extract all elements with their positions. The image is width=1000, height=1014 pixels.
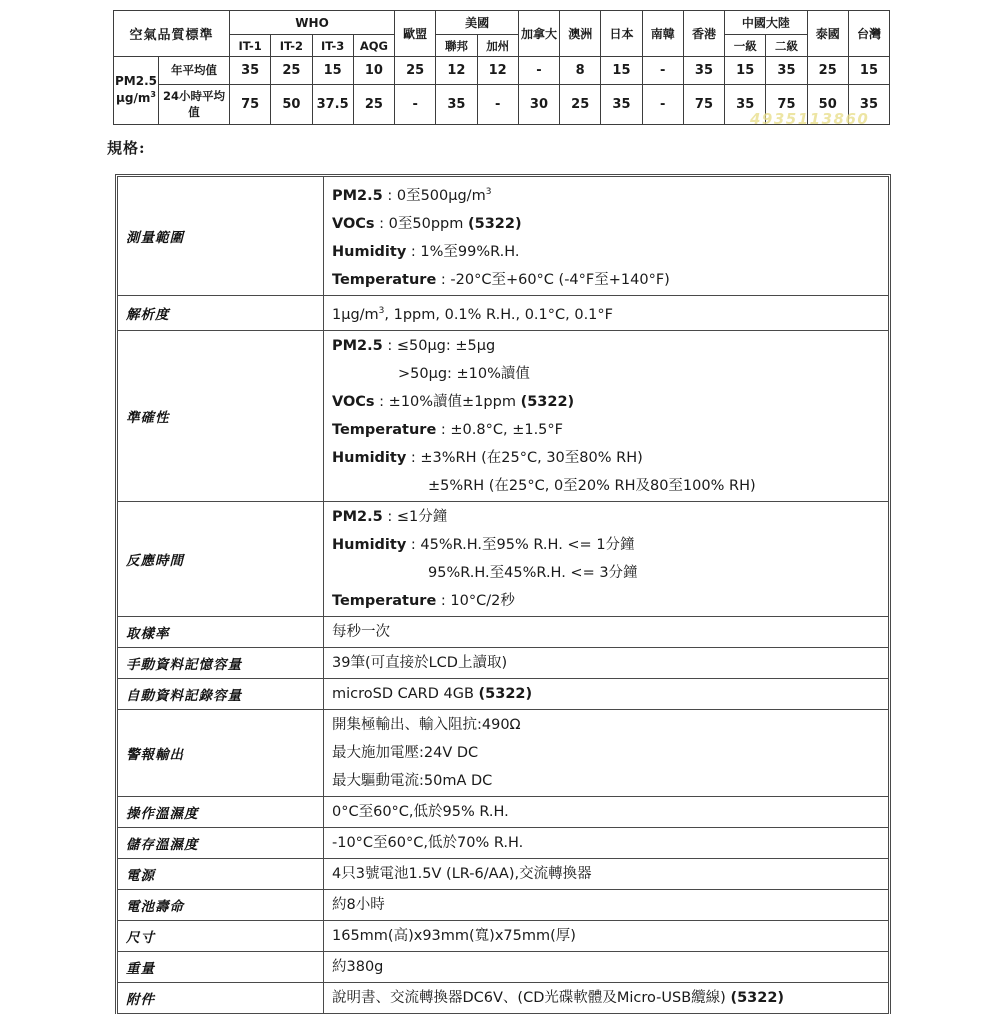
spec-line: [332, 472, 884, 500]
standards-value-cell: 35: [766, 57, 807, 85]
spec-row: [118, 796, 889, 827]
spec-row-value: [324, 616, 889, 647]
spec-line: [332, 649, 884, 677]
spec-line: [332, 860, 884, 888]
standards-value-cell: 75: [766, 85, 807, 125]
standards-value-cell: 25: [271, 57, 312, 85]
spec-line: [332, 332, 884, 360]
standards-header-row-2: [114, 35, 890, 57]
spec-row-label: 電池壽命: [118, 889, 324, 920]
spec-row-label: 操作溫濕度: [118, 796, 324, 827]
spec-line-segment: : 1%至99%R.H.: [406, 243, 520, 260]
pollutant-name: PM2.5: [115, 74, 157, 89]
standards-group-header: 美國: [436, 11, 519, 35]
spec-line-segment: : 0至500μg/m: [382, 187, 486, 204]
standards-value-cell: 25: [395, 57, 436, 85]
standards-data-row: [114, 57, 890, 85]
spec-line: [332, 680, 884, 708]
spec-row: [118, 295, 889, 330]
spec-line-segment: Temperature: [332, 271, 437, 288]
spec-line-segment: : ≤1分鐘: [382, 508, 448, 525]
spec-row: [118, 678, 889, 709]
spec-line: [332, 444, 884, 472]
standards-value-cell: -: [642, 85, 683, 125]
spec-line-segment: : ±0.8°C, ±1.5°F: [436, 421, 564, 438]
spec-line-segment: 4只3號電池1.5V (LR-6/AA),交流轉換器: [332, 865, 592, 882]
spec-row-value: [324, 177, 889, 296]
spec-row: [118, 647, 889, 678]
spec-row-label: 手動資料記憶容量: [118, 647, 324, 678]
standards-sub-header: 一級: [725, 35, 766, 57]
spec-line-segment: ±5%RH (在25°C, 0至20% RH及80至100% RH): [428, 477, 756, 494]
spec-row: [118, 501, 889, 616]
standards-value-cell: 15: [312, 57, 353, 85]
standards-sub-header: IT-1: [230, 35, 271, 57]
spec-row: [118, 827, 889, 858]
spec-line-segment: -10°C至60°C,低於70% R.H.: [332, 834, 524, 851]
spec-line: [332, 984, 884, 1012]
standards-value-cell: 12: [477, 57, 518, 85]
standards-value-cell: 25: [353, 85, 394, 125]
spec-line: [332, 891, 884, 919]
spec-line-segment: 3: [378, 305, 385, 316]
spec-line-segment: microSD CARD 4GB: [332, 685, 479, 702]
standards-value-cell: 12: [436, 57, 477, 85]
spec-line-segment: VOCs: [332, 393, 375, 410]
spec-row: [118, 951, 889, 982]
spec-row-value: [324, 501, 889, 616]
spec-line-segment: (5322): [478, 685, 533, 702]
spec-line: [332, 360, 884, 388]
spec-line-segment: , 1ppm, 0.1% R.H., 0.1°C, 0.1°F: [384, 306, 613, 323]
spec-line-segment: 約380g: [332, 958, 384, 975]
spec-line-segment: (5322): [520, 393, 575, 410]
spec-line: [332, 739, 884, 767]
spec-line-segment: 每秒一次: [332, 623, 390, 640]
standards-sub-header: 聯邦: [436, 35, 477, 57]
spec-line-segment: : ±3%RH (在25°C, 30至80% RH): [406, 449, 643, 466]
spec-row-value: [324, 709, 889, 796]
standards-header-row-1: [114, 11, 890, 35]
spec-line: [332, 266, 884, 294]
spec-line-segment: 3: [485, 187, 492, 197]
standards-group-header: 香港: [683, 11, 724, 57]
standards-table: [113, 10, 890, 125]
spec-line-segment: : ±10%讀值±1ppm: [374, 393, 521, 410]
spec-row: [118, 330, 889, 501]
standards-value-cell: 35: [436, 85, 477, 125]
spec-line: [332, 922, 884, 950]
spec-line: [332, 587, 884, 615]
standards-value-cell: 25: [560, 85, 601, 125]
spec-line-segment: 最大驅動電流:50mA DC: [332, 772, 493, 789]
spec-row-label: 尺寸: [118, 920, 324, 951]
spec-row-value: [324, 827, 889, 858]
spec-row-value: [324, 796, 889, 827]
spec-row: [118, 177, 889, 296]
spec-line-segment: Humidity: [332, 536, 407, 553]
spec-line-segment: 約8小時: [332, 896, 385, 913]
standards-value-cell: 35: [848, 85, 889, 125]
spec-line-segment: PM2.5: [332, 337, 383, 354]
spec-line: [332, 503, 884, 531]
spec-line-segment: 最大施加電壓:24V DC: [332, 744, 479, 761]
spec-line-segment: 1μg/m: [332, 306, 379, 323]
spec-line: [332, 798, 884, 826]
standards-value-cell: 35: [683, 57, 724, 85]
standards-value-cell: -: [477, 85, 518, 125]
standards-group-header: 澳洲: [560, 11, 601, 57]
standards-value-cell: 10: [353, 57, 394, 85]
standards-value-cell: 50: [807, 85, 848, 125]
spec-row-label: 重量: [118, 951, 324, 982]
spec-row-label: 自動資料記錄容量: [118, 678, 324, 709]
spec-row-value: [324, 858, 889, 889]
standards-group-header: 日本: [601, 11, 642, 57]
section-label: 規格:: [107, 139, 146, 157]
standards-corner-cell: 空氣品質標準: [114, 11, 230, 57]
spec-row-label: 解析度: [118, 295, 324, 330]
spec-row-value: [324, 920, 889, 951]
standards-group-header: 中國大陸: [725, 11, 808, 35]
spec-line: [332, 829, 884, 857]
spec-line-segment: : ≤50μg: ±5μg: [382, 337, 496, 354]
spec-line-segment: Temperature: [332, 592, 437, 609]
standards-value-cell: 50: [271, 85, 312, 125]
spec-table-body: [118, 177, 889, 1014]
spec-line: [332, 711, 884, 739]
spec-row-value: [324, 330, 889, 501]
spec-line-segment: Humidity: [332, 243, 407, 260]
pollutant-unit: $\mu g/m^3$: [116, 90, 156, 105]
spec-line: [332, 953, 884, 981]
spec-line: [332, 388, 884, 416]
spec-line: [332, 767, 884, 795]
spec-line: [332, 531, 884, 559]
spec-row: [118, 889, 889, 920]
spec-line-segment: : 10°C/2秒: [436, 592, 515, 609]
spec-line: [332, 297, 884, 329]
spec-line: [332, 178, 884, 210]
standards-group-header: 歐盟: [395, 11, 436, 57]
watermark: 4935113860: [750, 110, 870, 128]
spec-row-label: 反應時間: [118, 501, 324, 616]
spec-row-value: [324, 647, 889, 678]
standards-value-cell: 75: [230, 85, 271, 125]
spec-line-segment: (5322): [730, 989, 785, 1006]
spec-row: [118, 858, 889, 889]
spec-row-value: [324, 982, 889, 1013]
spec-line-segment: 39筆(可直接於LCD上讀取): [332, 654, 508, 671]
spec-line: [332, 238, 884, 266]
standards-value-cell: -: [395, 85, 436, 125]
spec-row-value: [324, 951, 889, 982]
spec-line-segment: Humidity: [332, 449, 407, 466]
pollutant-cell: [114, 57, 159, 125]
spec-line-segment: 說明書、交流轉換器DC6V、(CD光碟軟體及Micro-USB纜線): [332, 989, 731, 1006]
spec-line-segment: : 0至50ppm: [374, 215, 468, 232]
spec-row: [118, 982, 889, 1013]
spec-row-label: 取樣率: [118, 616, 324, 647]
standards-sub-header: IT-2: [271, 35, 312, 57]
standards-value-cell: 30: [518, 85, 559, 125]
spec-line: [332, 618, 884, 646]
spec-line: [332, 210, 884, 238]
spec-line-segment: VOCs: [332, 215, 375, 232]
standards-table-body: [114, 11, 890, 125]
spec-line-segment: 95%R.H.至45%R.H. <= 3分鐘: [428, 564, 638, 581]
standards-value-cell: 75: [683, 85, 724, 125]
spec-row-value: [324, 678, 889, 709]
standards-row-label: 年平均值: [159, 57, 230, 85]
standards-group-header: 加拿大: [518, 11, 559, 57]
standards-sub-header: IT-3: [312, 35, 353, 57]
spec-line-segment: (5322): [468, 215, 522, 232]
spec-row: [118, 920, 889, 951]
standards-value-cell: -: [642, 57, 683, 85]
spec-row-label: 警報輸出: [118, 709, 324, 796]
spec-line-segment: PM2.5: [332, 508, 383, 525]
spec-line-segment: 165mm(高)x93mm(寬)x75mm(厚): [332, 927, 576, 944]
spec-table: [117, 176, 889, 1014]
standards-group-header: WHO: [230, 11, 395, 35]
standards-group-header: 台灣: [848, 11, 889, 57]
spec-line-segment: PM2.5: [332, 187, 383, 204]
spec-line-segment: 開集極輸出、輸入阻抗:490Ω: [332, 716, 521, 733]
spec-row: [118, 709, 889, 796]
spec-line-segment: 0°C至60°C,低於95% R.H.: [332, 803, 509, 820]
standards-value-cell: 15: [601, 57, 642, 85]
standards-group-header: 泰國: [807, 11, 848, 57]
standards-value-cell: 37.5: [312, 85, 353, 125]
spec-row-label: 電源: [118, 858, 324, 889]
spec-row-label: 儲存溫濕度: [118, 827, 324, 858]
spec-line: [332, 416, 884, 444]
spec-line: [332, 559, 884, 587]
standards-sub-header: AQG: [353, 35, 394, 57]
standards-value-cell: 35: [230, 57, 271, 85]
spec-line-segment: : 45%R.H.至95% R.H. <= 1分鐘: [406, 536, 635, 553]
standards-value-cell: -: [518, 57, 559, 85]
spec-row-label: 測量範圍: [118, 177, 324, 296]
standards-value-cell: 15: [848, 57, 889, 85]
spec-row-value: [324, 889, 889, 920]
spec-line-segment: Temperature: [332, 421, 437, 438]
standards-sub-header: 加州: [477, 35, 518, 57]
spec-line-segment: : -20°C至+60°C (-4°F至+140°F): [436, 271, 670, 288]
standards-group-header: 南韓: [642, 11, 683, 57]
spec-row: [118, 616, 889, 647]
spec-row-value: [324, 295, 889, 330]
standards-value-cell: 15: [725, 57, 766, 85]
standards-value-cell: 25: [807, 57, 848, 85]
spec-line-segment: >50μg: ±10%讀值: [398, 365, 530, 382]
standards-value-cell: 35: [725, 85, 766, 125]
spec-row-label: 附件: [118, 982, 324, 1013]
spec-row-label: 準確性: [118, 330, 324, 501]
standards-value-cell: 35: [601, 85, 642, 125]
standards-value-cell: 8: [560, 57, 601, 85]
standards-row-label: 24小時平均值: [159, 85, 230, 125]
standards-sub-header: 二級: [766, 35, 807, 57]
